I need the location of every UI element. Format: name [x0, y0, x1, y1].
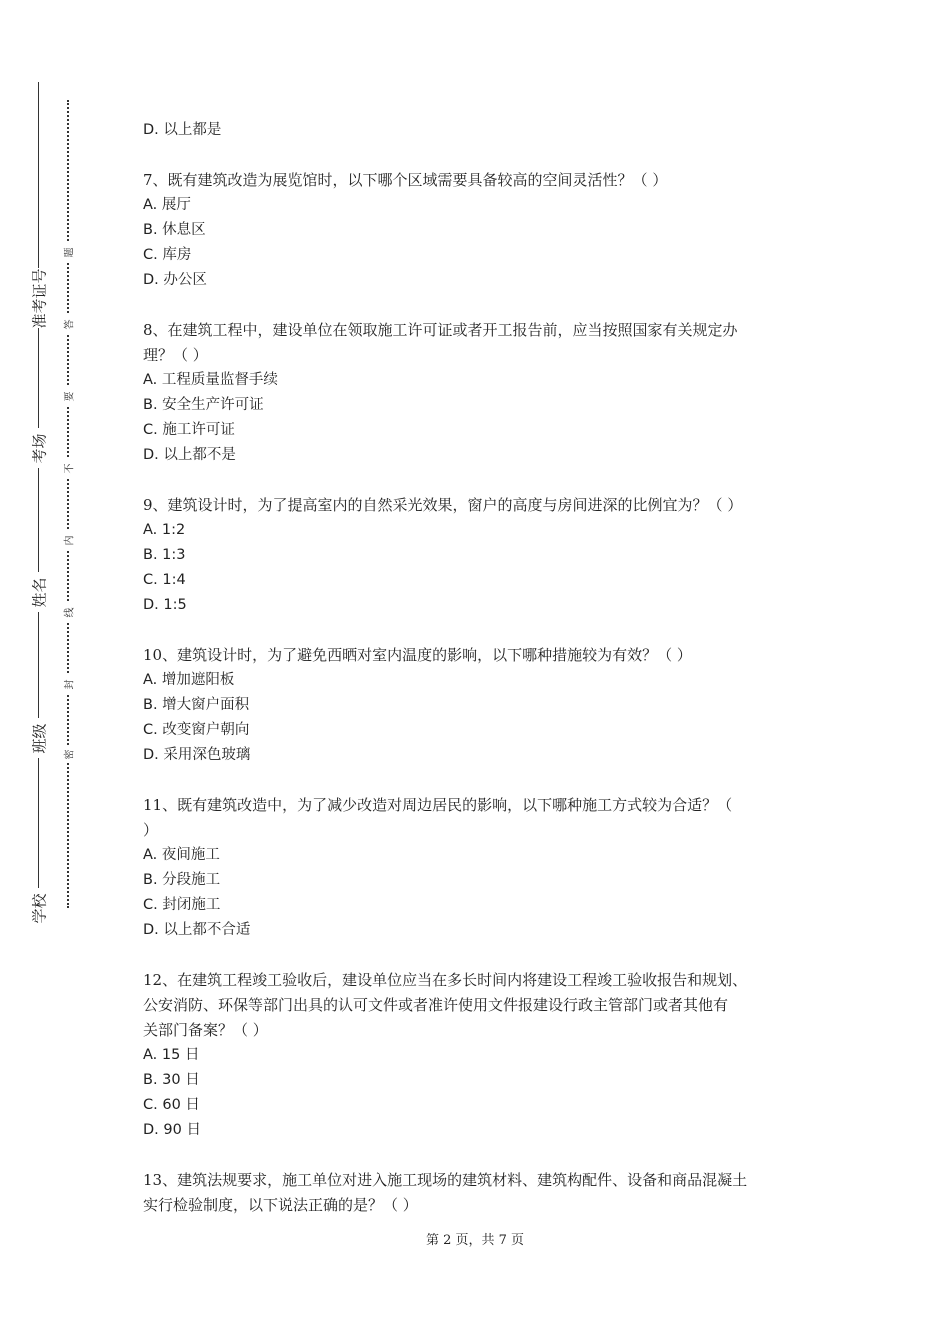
- option: C. 库房: [143, 247, 192, 263]
- option: A. 夜间施工: [143, 847, 220, 863]
- option: A. 展厅: [143, 197, 191, 213]
- option: C. 改变窗户朝向: [143, 722, 250, 738]
- option: D. 以上都不合适: [143, 922, 251, 938]
- option: C. 60 日: [143, 1097, 200, 1113]
- question-7: [143, 168, 813, 293]
- question-text: 12、在建筑工程竣工验收后，建设单位应当在多长时间内将建设工程竣工验收报告和规划、: [143, 971, 748, 989]
- option: B. 休息区: [143, 222, 206, 238]
- question-list: [143, 118, 813, 1243]
- question-text: 公安消防、环保等部门出具的认可文件或者准许使用文件报建设行政主管部门或者其他有: [143, 996, 729, 1014]
- question-6-tail: [143, 118, 813, 143]
- label-class: 班级: [31, 718, 47, 758]
- question-10: [143, 643, 813, 768]
- option: A. 15 日: [143, 1047, 200, 1063]
- question-text: 9、建筑设计时，为了提高室内的自然采光效果，窗户的高度与房间进深的比例宜为？（ ）: [143, 496, 743, 514]
- tick-mi: 密: [60, 745, 76, 763]
- binding-margin: [0, 0, 110, 1344]
- option: C. 1:4: [143, 572, 186, 588]
- option: A. 工程质量监督手续: [143, 372, 278, 388]
- tick-feng: 封: [60, 675, 76, 693]
- question-text: 10、建筑设计时，为了避免西晒对室内温度的影响，以下哪种措施较为有效？（ ）: [143, 646, 692, 664]
- question-8: [143, 318, 813, 468]
- binding-dotted-line: [67, 100, 69, 908]
- question-text: 13、建筑法规要求，施工单位对进入施工现场的建筑材料、建筑构配件、设备和商品混凝土: [143, 1171, 748, 1189]
- label-school: 学校: [31, 888, 47, 928]
- label-admission-number: 准考证号: [30, 267, 49, 329]
- option: D. 以上都是: [143, 122, 222, 138]
- question-text: 关部门备案？（ ）: [143, 1021, 268, 1039]
- label-name: 姓名: [31, 572, 47, 612]
- option: B. 30 日: [143, 1072, 200, 1088]
- option: C. 施工许可证: [143, 422, 235, 438]
- question-9: [143, 493, 813, 618]
- option: A. 增加遮阳板: [143, 672, 235, 688]
- question-text: 11、既有建筑改造中，为了减少改造对周边居民的影响，以下哪种施工方式较为合适？（: [143, 796, 733, 814]
- option: D. 以上都不是: [143, 447, 236, 463]
- option: C. 封闭施工: [143, 897, 221, 913]
- tick-bu: 不: [60, 459, 76, 477]
- question-text: 7、既有建筑改造为展览馆时，以下哪个区域需要具备较高的空间灵活性？（ ）: [143, 171, 668, 189]
- tick-da: 答: [60, 315, 76, 333]
- tick-yao: 要: [60, 387, 76, 405]
- binding-solid-line: [38, 82, 39, 927]
- option: B. 1:3: [143, 547, 186, 563]
- question-12: [143, 968, 813, 1143]
- question-text: 实行检验制度，以下说法正确的是？（ ）: [143, 1196, 418, 1214]
- question-text: 8、在建筑工程中，建设单位在领取施工许可证或者开工报告前，应当按照国家有关规定办: [143, 321, 738, 339]
- question-text: 理？（ ）: [143, 346, 208, 364]
- tick-ti: 题: [60, 243, 76, 261]
- page-footer: 第 2 页，共 7 页: [425, 1233, 525, 1248]
- question-11: [143, 793, 813, 943]
- option: D. 采用深色玻璃: [143, 747, 251, 763]
- option: B. 安全生产许可证: [143, 397, 264, 413]
- option: B. 分段施工: [143, 872, 221, 888]
- option: A. 1:2: [143, 522, 186, 538]
- tick-xian: 线: [60, 603, 76, 621]
- option: D. 1:5: [143, 597, 187, 613]
- option: D. 办公区: [143, 272, 207, 288]
- option: B. 增大窗户面积: [143, 697, 250, 713]
- question-13: [143, 1168, 813, 1218]
- tick-nei: 内: [60, 531, 76, 549]
- label-exam-room: 考场: [31, 428, 47, 468]
- question-text: ）: [143, 821, 159, 839]
- option: D. 90 日: [143, 1122, 201, 1138]
